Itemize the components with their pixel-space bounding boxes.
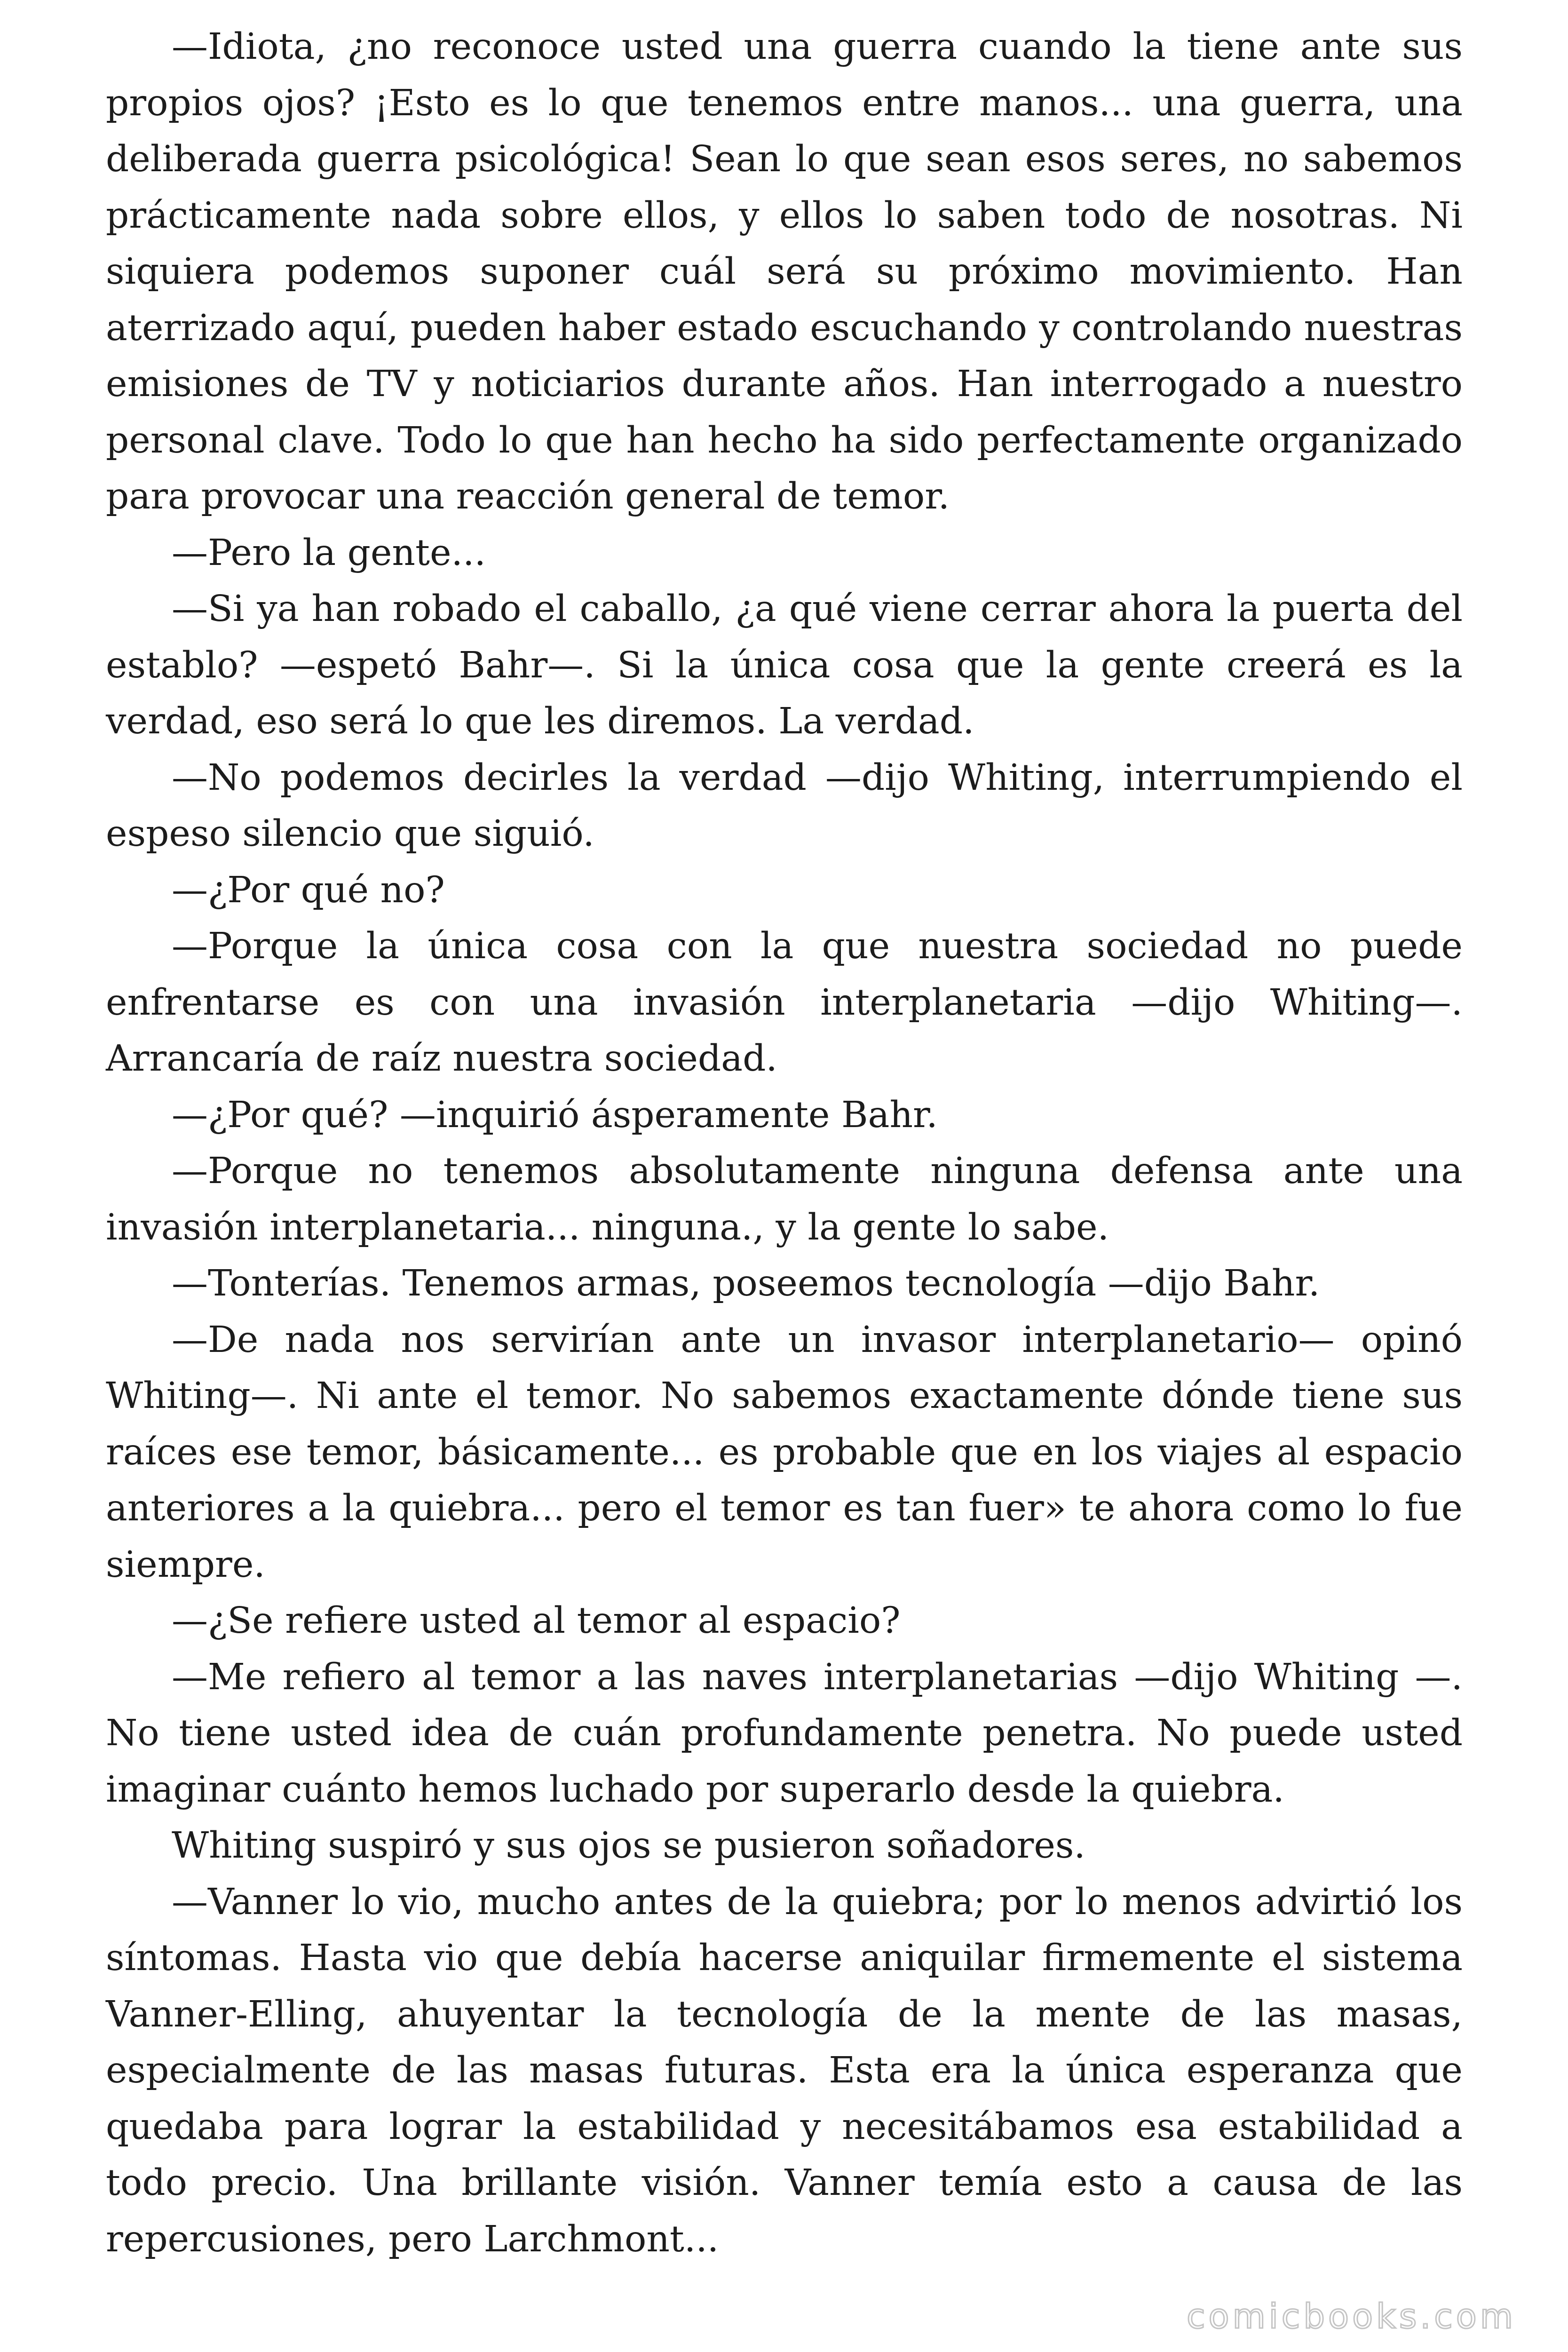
paragraph: Whiting suspiró y sus ojos se pusieron soñadores. [172,1825,1085,1867]
paragraph: —Si ya han robado el caballo, ¿a qué viene cerrar ahora la puerta del establo? —espetó Bahr—. Si la única cosa que la gente creerá es la verdad, eso será lo que les diremos. La verdad. [106,588,1463,742]
paragraph: —Vanner lo vio, mucho antes de la quiebra; por lo menos advirtió los síntomas. Hasta vio que debía hacerse aniquilar firmemente el sistema Vanner-Elling, ahuyentar la tecnología de la mente de las masas, especialmente de las masas futuras. Esta era la única esperanza que quedaba para lograr la estabilidad y necesitábamos esa estabilidad a todo precio. Una brillante visión. Vanner temía esto a causa de las repercusiones, pero Larchmont... [106,1881,1463,2260]
watermark: comicbooks.com [1186,2296,1516,2336]
paragraph: —¿Se refiere usted al temor al espacio? [172,1600,901,1642]
paragraph: —Porque no tenemos absolutamente ninguna defensa ante una invasión interplanetaria... ninguna., y la gente lo sabe. [106,1150,1463,1248]
paragraph: —¿Por qué no? [172,869,445,911]
paragraph: —Porque la única cosa con la que nuestra sociedad no puede enfrentarse es con una invasión interplanetaria —dijo Whiting—. Arrancaría de raíz nuestra sociedad. [106,925,1463,1080]
paragraph: —No podemos decirles la verdad —dijo Whiting, interrumpiendo el espeso silencio que siguió. [106,756,1463,855]
paragraph: —Tonterías. Tenemos armas, poseemos tecnología —dijo Bahr. [172,1263,1320,1304]
paragraph: —Idiota, ¿no reconoce usted una guerra cuando la tiene ante sus propios ojos? ¡Esto es lo que tenemos entre manos... una guerra, una deliberada guerra psicológica! Sean lo que sean esos seres, no sabemos prácticamente nada sobre ellos, y ellos lo saben todo de nosotras. Ni siquiera podemos suponer cuál será su próximo movimiento. Han aterrizado aquí, pueden haber estado escuchando y controlando nuestras emisiones de TV y noticiarios durante años. Han interrogado a nuestro personal clave. Todo lo que han hecho ha sido perfectamente organizado para provocar una reacción general de temor. [106,26,1463,517]
paragraph: —De nada nos servirían ante un invasor interplanetario— opinó Whiting—. Ni ante el temor. No sabemos exactamente dónde tiene sus raíces ese temor, básicamente... es probable que en los viajes al espacio anteriores a la quiebra... pero el temor es tan fuer» te ahora como lo fue siempre. [106,1319,1463,1586]
paragraph: —Me refiero al temor a las naves interplanetarias —dijo Whiting —. No tiene usted idea de cuán profundamente penetra. No puede usted imaginar cuánto hemos luchado por superarlo desde la quiebra. [106,1656,1463,1811]
paragraph: —Pero la gente... [172,532,486,574]
paragraph: —¿Por qué? —inquirió ásperamente Bahr. [172,1094,938,1136]
book-page [106,19,1463,2324]
